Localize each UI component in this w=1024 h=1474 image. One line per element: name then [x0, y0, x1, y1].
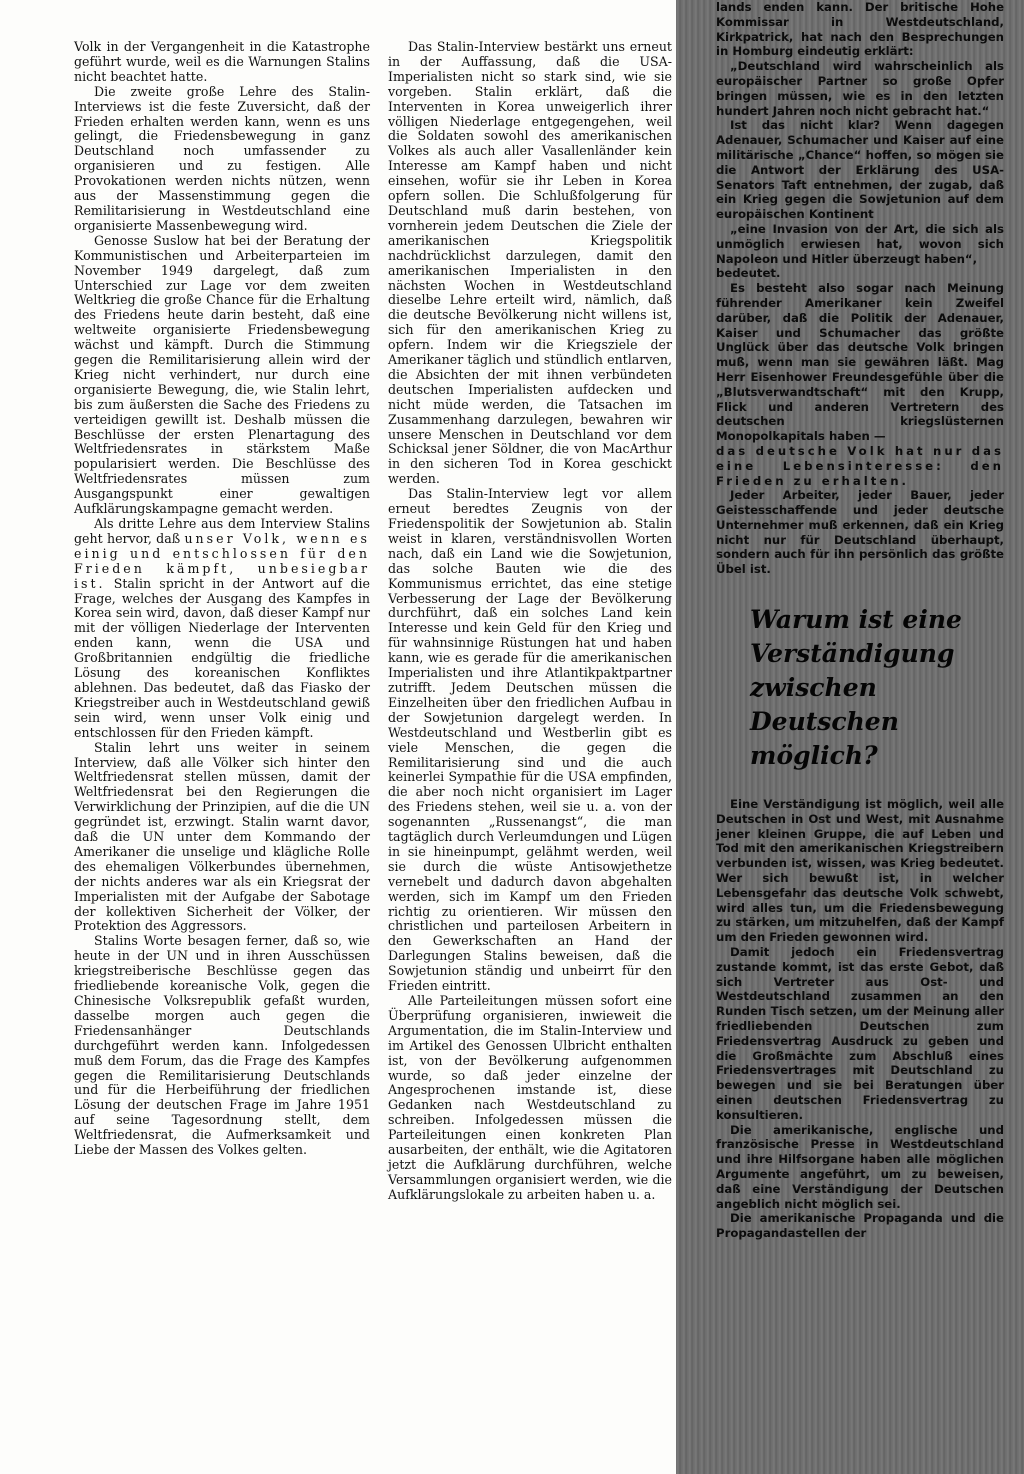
paragraph: Das Stalin-Interview bestärkt uns erneut in der Auffassung, daß die USA-Imperialisten nicht so stark sind, wie sie vorgeben. Stalin erklärt, daß die Interventen in Korea unweigerlich ihrer völligen Niederlage entgegengehen, weil die Soldaten sowohl des amerikanischen Volkes als auch aller Vasallenländer kein Interesse am Kampf haben und nicht einsehen, wofür sie ihr Leben in Korea opfern sollen. Die Schlußfolgerung für Deutschland muß darin bestehen, von vornherein jedem Deutschen die Ziele der amerikanischen Kriegspolitik nachdrücklichst darzulegen, damit den amerikanischen Imperialisten in den nächsten Wochen in Westdeutschland dieselbe Lehre erteilt wird, nämlich, daß die deutsche Bevölkerung nicht willens ist, sich für den amerikanischen Krieg zu opfern. Indem wir die Kriegsziele der Amerikaner täglich und stündlich entlarven, die Absichten der mit ihnen verbündeten deutschen Imperialisten aufdecken und nicht müde werden, die Tatsachen im Zusammenhang darzulegen, bewahren wir unsere Menschen in Deutschland vor dem Schicksal jener Söldner, die von MacArthur in den sicheren Tod in Korea geschickt werden. [388, 39, 672, 487]
paragraph: Volk in der Vergangenheit in die Katastrophe geführt wurde, weil es die Warnungen Stalins nicht beachtet hatte. [74, 39, 370, 84]
paragraph: Stalin lehrt uns weiter in seinem Interview, daß alle Völker sich hinter den Weltfriedensrat stellen müssen, damit der Weltfriedensrat bei den Regierungen die Verwirklichung der Prinzipien, auf die die UN gegründet ist, erzwingt. Stalin warnt davor, daß die UN unter dem Kommando der Amerikaner die unselige und klägliche Rolle des ehemaligen Völkerbundes übernehmen, der nichts anderes war als ein Kriegsrat der Imperialisten mit der Aufgabe der Sabotage der kollektiven Sicherheit der Völker, der Protektion des Aggressors. [74, 739, 370, 934]
paragraph: Es besteht also sogar nach Meinung führender Amerikaner kein Zweifel darüber, daß die Politik der Adenauer, Kaiser und Schumacher das größte Unglück über das deutsche Volk bringen muß, wenn man sie gewähren läßt. Mag Herr Eisenhower Freundesgefühle über die „Blutsverwandtschaft“ mit den Krupp, Flick und anderen Vertretern des deutschen kriegslüsternen Monopolkapitals haben — [716, 281, 1004, 444]
section-heading: Warum ist eine Verständigung zwischen Deutschen möglich? [750, 605, 962, 771]
quote: „eine Invasion von der Art, die sich als unmöglich erwiesen hat, wovon sich Napoleon und Hitler überzeugt haben“, [716, 221, 1004, 266]
paragraph: Alle Parteileitungen müssen sofort eine Überprüfung organisieren, inwieweit die Argumentation, die im Stalin-Interview und im Artikel des Genossen Ulbricht enthalten ist, von der Bevölkerung aufgenommen wurde, so daß jeder einzelne der Angesprochenen imstande ist, diese Gedanken nach Westdeutschland zu schreiben. Infolgedessen müssen die Parteileitungen einen konkreten Plan ausarbeiten, der enthält, wie die Agitatoren jetzt die Aufklärung durchführen, welche Versammlungen organisiert werden, wie die Aufklärungslokale zu arbeiten haben u. a. [388, 993, 672, 1202]
paragraph: Damit jedoch ein Friedensvertrag zustande kommt, ist das erste Gebot, daß sich Vertreter aus Ost- und Westdeutschland zusammen an den Runden Tisch setzen, um der Meinung aller friedliebenden Deutschen zum Friedensvertrag Ausdruck zu geben und die Großmächte zum Abschluß eines Friedensvertrages mit Deutschland zu bewegen und sie bei Beratungen über einen deutschen Friedensvertrag zu konsultieren. [716, 945, 1004, 1122]
paragraph: Ist das nicht klar? Wenn dagegen Adenauer, Schumacher und Kaiser auf eine militärische „Chance“ hoffen, so mögen sie die Antwort der Erklärung des USA-Senators Taft entnehmen, der zugab, daß ein Krieg gegen die Sowjetunion auf dem europäischen Kontinent [716, 118, 1004, 222]
emphasized-text: unser Volk, wenn es einig und entschlossen für den Frieden kämpft, unbesiegbar ist. [74, 530, 370, 591]
paragraph: Stalins Worte besagen ferner, daß so, wie heute in der UN und in ihren Ausschüssen kriegstreiberische Beschlüsse gegen das friedliebende koreanische Volk, gegen die Chinesische Volksrepublik gefaßt wurden, dasselbe morgen auch gegen die Friedensanhänger Deutschlands durchgeführt werden kann. Infolgedessen muß dem Forum, das die Frage des Kampfes gegen die Remilitarisierung Deutschlands und für die Herbeiführung der friedlichen Lösung der deutschen Frage im Jahre 1951 auf seine Tagesordnung stellt, dem Weltfriedensrat, die Aufmerksamkeit und Liebe der Massen des Volkes gelten. [74, 933, 370, 1158]
sidebar-box [676, 0, 1024, 1474]
paragraph: Jeder Arbeiter, jeder Bauer, jeder Geistesschaffende und jeder deutsche Unternehmer muß erkennen, daß ein Krieg nicht nur für Deutschland überhaupt, sondern auch für ihn persönlich das größte Übel ist. [716, 488, 1004, 577]
quote: „Deutschland wird wahrscheinlich als europäischer Partner so große Opfer bringen müssen, wie es in den letzten hundert Jahren noch nicht gebracht hat.“ [716, 59, 1004, 118]
paragraph: lands enden kann. Der britische Hohe Kommissar in Westdeutschland, Kirkpatrick, hat nach den Besprechungen in Homburg eindeutig erklärt: [716, 0, 1004, 59]
paragraph: Eine Verständigung ist möglich, weil alle Deutschen in Ost und West, mit Ausnahme jener kleinen Gruppe, die auf Leben und Tod mit den amerikanischen Kriegstreibern verbunden ist, wissen, was Krieg bedeutet. Wer sich bewußt ist, in welcher Lebensgefahr das deutsche Volk schwebt, wird alles tun, um die Friedensbewegung zu stärken, um mitzuhelfen, daß der Kampf um den Frieden gewonnen wird. [716, 797, 1004, 945]
paragraph-text: Als dritte Lehre aus dem Interview Stalins geht hervor, daß [74, 516, 370, 546]
paragraph-text: Stalin spricht in der Antwort auf die Frage, welches der Ausgang des Kampfes in Korea sein wird, davon, daß dieser Kampf nur mit der völligen Niederlage der Interventen enden kann, wenn die USA und Großbritannien endgültig die friedliche Lösung des koreanischen Konfliktes ablehnen. Das bedeutet, daß das Fiasko der Kriegstreiber auch in Westdeutschland gewiß sein wird, wenn unser Volk einig und entschlossen für den Frieden kämpft. [74, 575, 370, 740]
paragraph: Das Stalin-Interview legt vor allem erneut beredtes Zeugnis von der Friedenspolitik der Sowjetunion ab. Stalin weist in klaren, verständnisvollen Worten nach, daß ein Land wie die Sowjetunion, das solche Bauten wie die des Kommunismus errichtet, das eine stetige Verbesserung der Lage der Bevölkerung durchführt, daß ein solches Land kein Interesse und kein Geld für den Krieg und für wahnsinnige Rüstungen hat und haben kann, wie es gerade für die amerikanischen Imperialisten und ihre Atlantikpaktpartner zutrifft. Jedem Deutschen müssen die Einzelheiten über den friedlichen Aufbau in der Sowjetunion dargelegt werden. In Westdeutschland und Westberlin gibt es viele Menschen, die gegen die Remilitarisierung sind und die auch keinerlei Sympathie für die USA empfinden, die aber noch nicht organisiert im Lager des Friedens stehen, weil sie u. a. von der sogenannten „Russenangst“, die man tagtäglich durch Verleumdungen und Lügen in sie hineinpumpt, gelähmt werden, weil sie durch die wüste Antisowjethetze vernebelt und dadurch davon abgehalten werden, sich im Kampf um den Frieden richtig zu orientieren. Wir müssen den christlichen und parteilosen Arbeitern in den Gewerkschaften an Hand der Darlegungen Stalins beweisen, daß die Sowjetunion ständig und unbeirrt für den Frieden eintritt. [388, 486, 672, 994]
text-column-left [74, 40, 370, 1158]
paragraph: Genosse Suslow hat bei der Beratung der Kommunistischen und Arbeiterparteien im November 1949 dargelegt, daß zum Unterschied zur Lage vor dem zweiten Weltkrieg die große Chance für die Erhaltung des Friedens heute darin besteht, daß eine weltweite organisierte Friedensbewegung wächst und kämpft. Durch die Stimmung gegen die Remilitarisierung allein wird der Krieg nicht verhindert, nur durch eine organisierte Bewegung, die, wie Stalin lehrt, bis zum äußersten die Sache des Friedens zu verteidigen gewillt ist. Deshalb müssen die Beschlüsse der ersten Plenartagung des Weltfriedensrates in stärkstem Maße popularisiert werden. Die Beschlüsse des Weltfriedensrates müssen zum Ausgangspunkt einer gewaltigen Aufklärungskampagne gemacht werden. [74, 232, 370, 517]
paragraph [74, 517, 370, 741]
emphasized-text: das deutsche Volk hat nur das eine Lebensinteresse: den Frieden zu erhalten. [716, 443, 1004, 488]
paragraph: Die zweite große Lehre des Stalin-Interviews ist die feste Zuversicht, daß der Frieden erhalten werden kann, wenn es uns gelingt, die Friedensbewegung in ganz Deutschland noch umfassender zu organisieren und zu festigen. Alle Provokationen werden nichts nützen, wenn aus der Massenstimmung gegen die Remilitarisierung in Westdeutschland eine organisierte Massenbewegung wird. [74, 83, 370, 233]
paragraph: Die amerikanische Propaganda und die Propagandastellen der [716, 1211, 1004, 1241]
paragraph: bedeutet. [716, 266, 781, 281]
paragraph: Die amerikanische, englische und französische Presse in Westdeutschland und ihre Hilfsorgane haben alle möglichen Argumente angeführt, um zu beweisen, daß eine Verständigung der Deutschen angeblich nicht möglich sei. [716, 1122, 1004, 1211]
sidebar-text [716, 0, 1004, 1241]
text-column-middle [388, 40, 672, 1203]
